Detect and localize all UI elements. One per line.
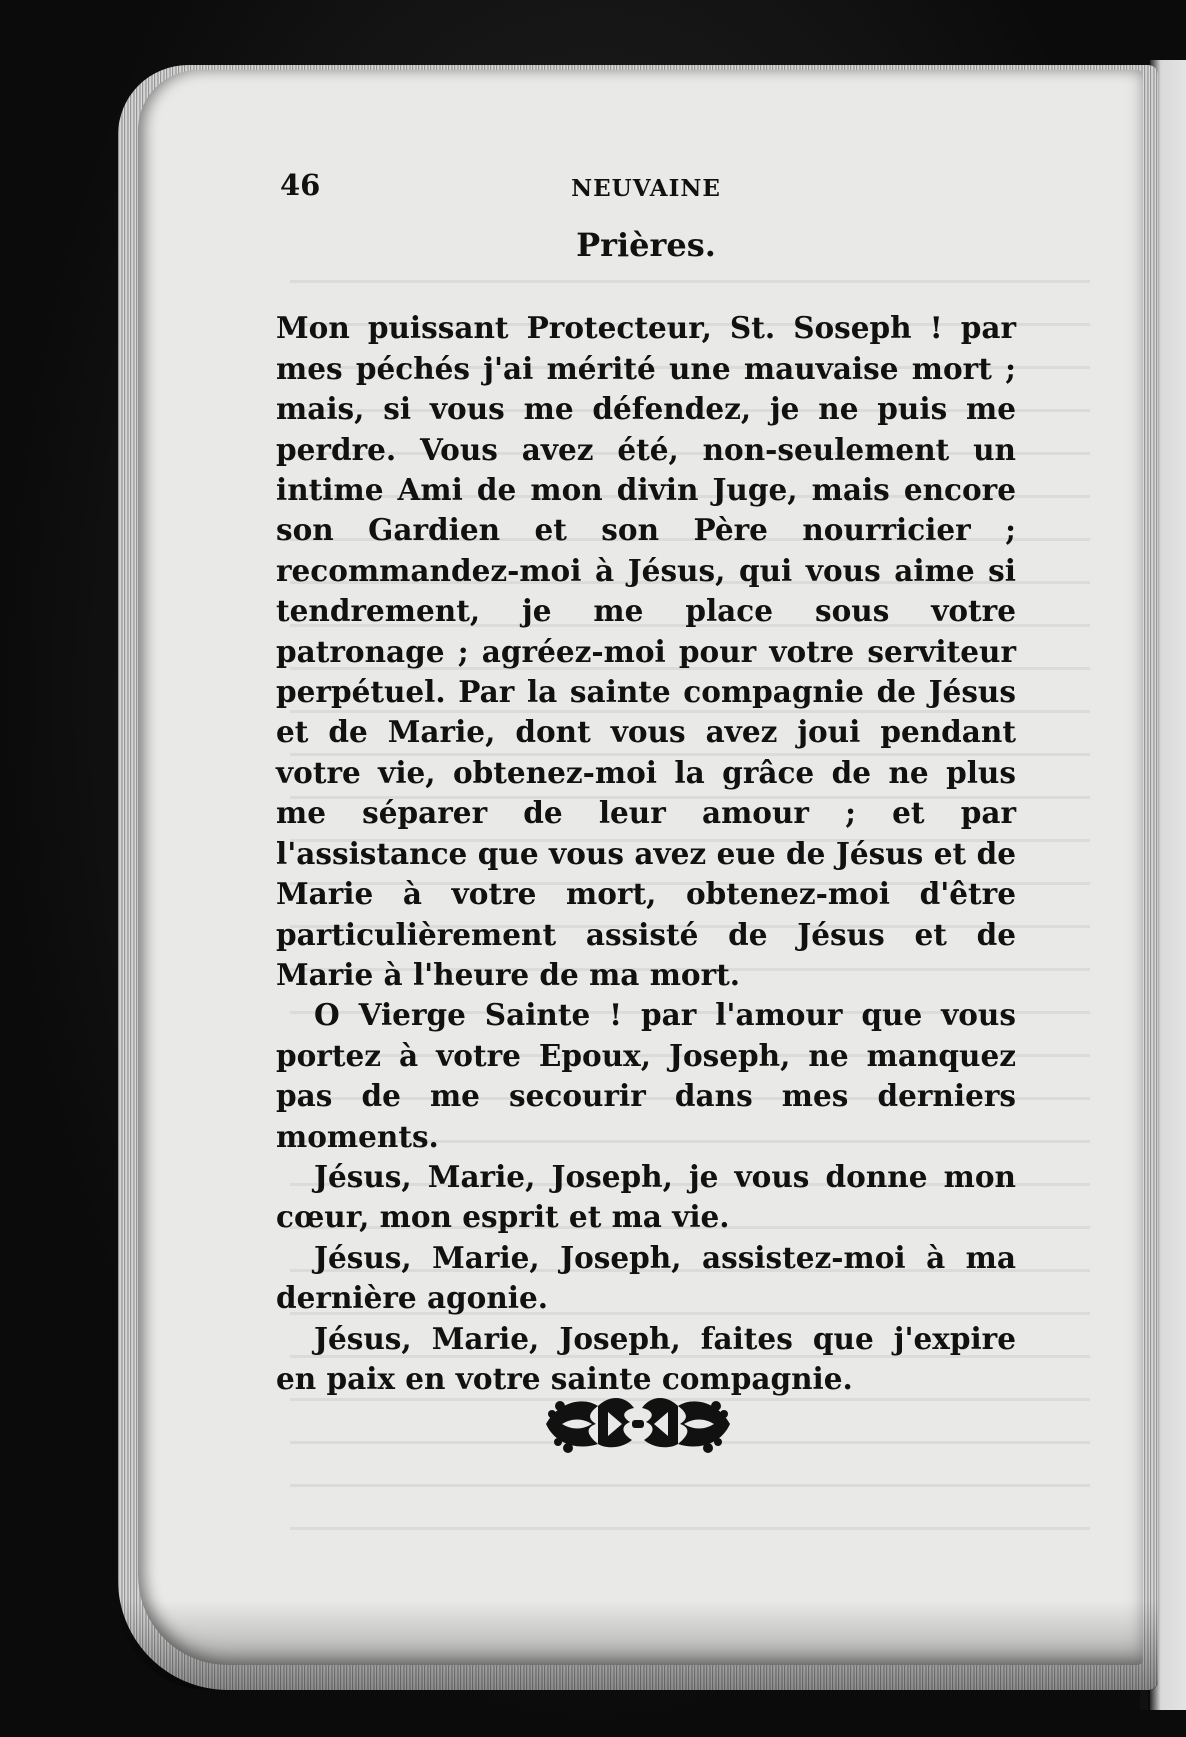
prayer-paragraph: Mon puissant Protecteur, St. Soseph ! par mes péchés j'ai mérité une mauvaise mort ; mais, si vous me défendez, je ne puis me perdre. Vous avez été, non-seulement un intime Ami de mon divin Juge, mais encore son Gardien et son Père nourricier ; recommandez-moi à Jésus, qui vous aime si tendrement, je me place sous votre patronage ; agréez-moi pour votre serviteur perpétuel. Par la sainte compagnie de Jésus et de Marie, dont vous avez joui pendant votre vie, obtenez-moi la grâce de ne plus me séparer de leur amour ; et par l'assistance que vous avez eue de Jésus et de Marie à votre mort, obtenez-moi d'être particulièrement assisté de Jésus et de Marie à l'heure de ma mort. (276, 310, 1016, 992)
prayer-paragraph: Jésus, Marie, Joseph, faites que j'expire en paix en votre sainte compagnie. (276, 1320, 1016, 1396)
page-text-block (276, 165, 1016, 1399)
prayer-paragraph: Jésus, Marie, Joseph, je vous donne mon cœur, mon esprit et ma vie. (276, 1158, 1016, 1235)
page-header (276, 165, 1016, 211)
running-head: NEUVAINE (571, 175, 721, 202)
section-title: Prières. (576, 226, 716, 264)
prayer-paragraph: O Vierge Sainte ! par l'amour que vous portez à votre Epoux, Joseph, ne manquez pas de me secourir dans mes derniers moments. (276, 997, 1016, 1154)
prayer-paragraph: Jésus, Marie, Joseph, assistez-moi à ma dernière agonie. (276, 1239, 1016, 1316)
leaf-vine-ornament-icon (538, 1384, 738, 1466)
page-number: 46 (280, 168, 321, 202)
